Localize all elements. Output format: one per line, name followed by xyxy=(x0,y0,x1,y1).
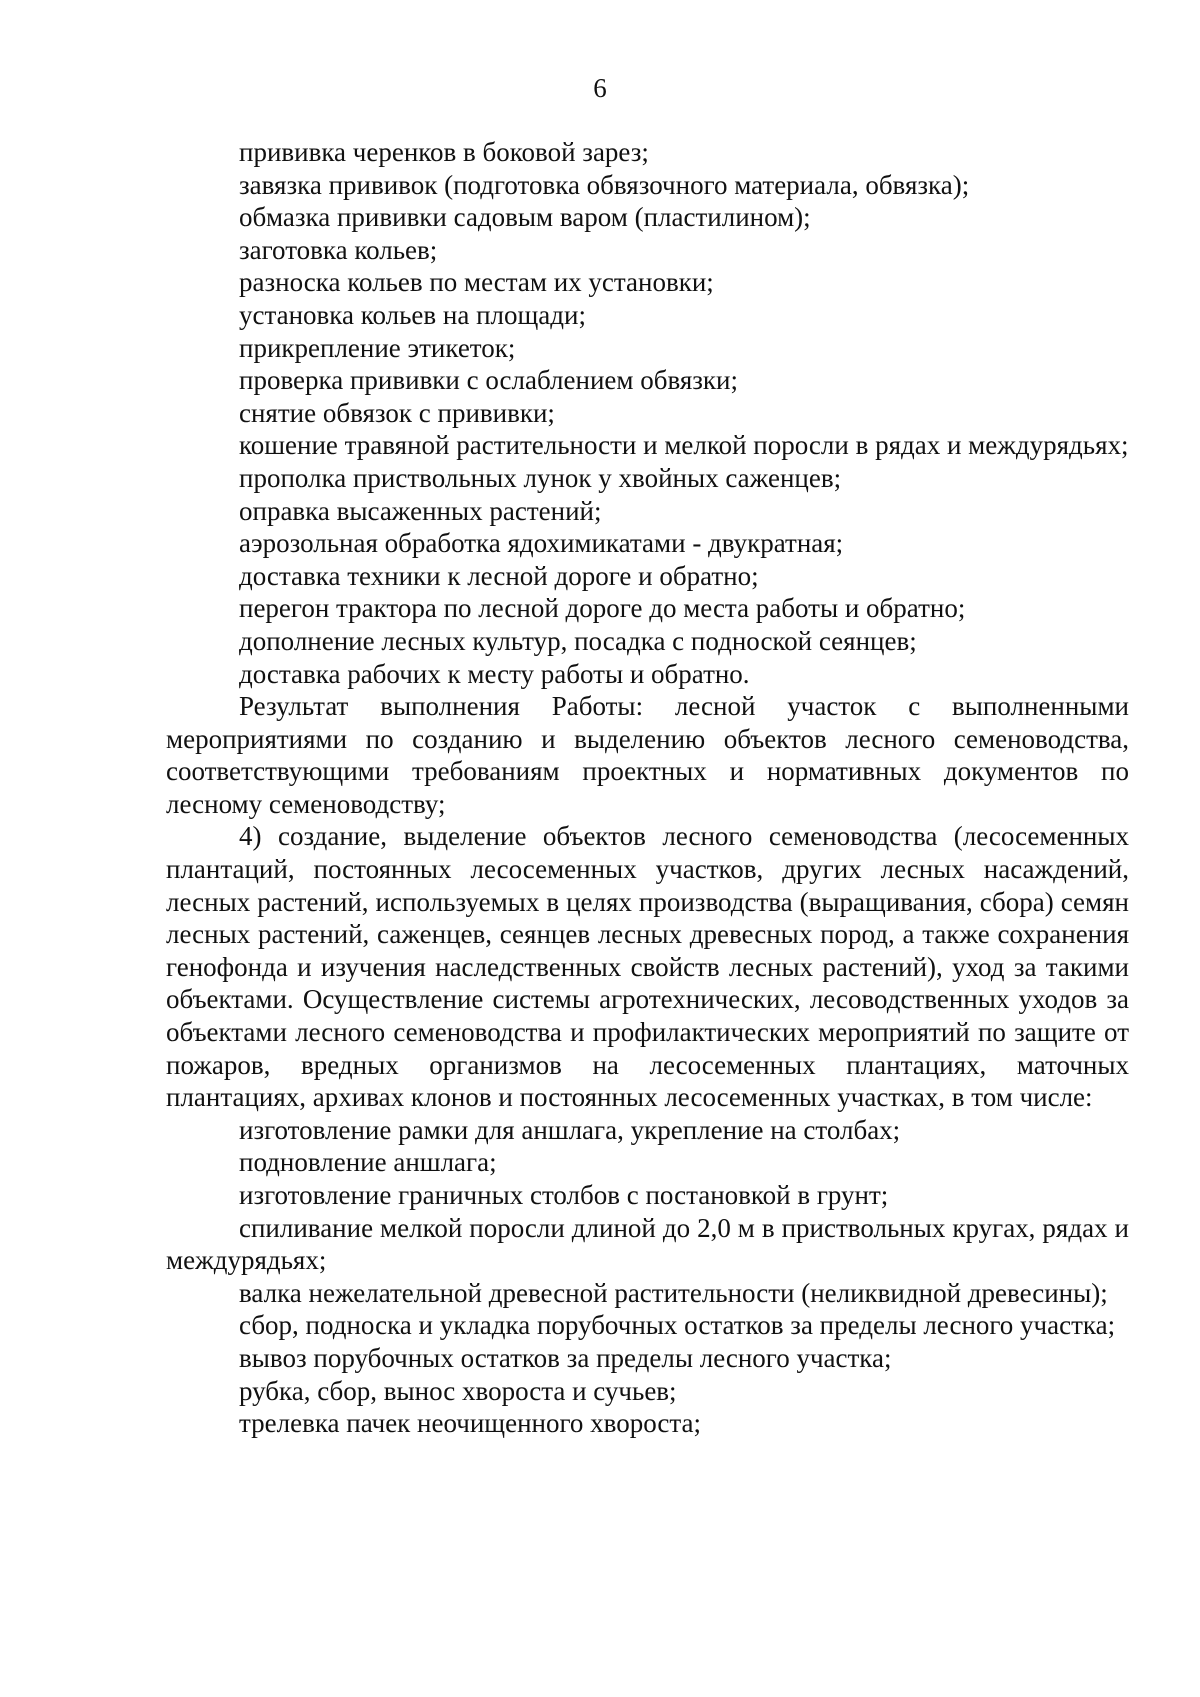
paragraph: оправка высаженных растений; xyxy=(239,495,602,526)
page-number: 6 xyxy=(593,73,607,103)
paragraph: заготовка кольев; xyxy=(239,234,438,265)
paragraph: снятие обвязок с прививки; xyxy=(239,397,555,428)
paragraph: изготовление граничных столбов с постановкой в грунт; xyxy=(239,1180,889,1210)
paragraph: завязка прививок (подготовка обвязочного материала, обвязка); xyxy=(239,169,970,200)
paragraph: рубка, сбор, вынос хвороста и сучьев; xyxy=(239,1375,677,1406)
paragraph: Результат выполнения Работы: лесной участок с выполненными мероприятиями по созданию и выделению объектов лесного семеноводства, соответствующими требованиям проектных и нормативных документов по лесному семеноводству; xyxy=(166,691,1129,819)
paragraph: перегон трактора по лесной дороге до места работы и обратно; xyxy=(239,593,966,624)
paragraph: дополнение лесных культур, посадка с подноской сеянцев; xyxy=(239,625,917,656)
paragraph: разноска кольев по местам их установки; xyxy=(239,267,714,298)
paragraph: установка кольев на площади; xyxy=(239,299,586,330)
paragraph: подновление аншлага; xyxy=(239,1147,497,1178)
paragraph: трелевка пачек неочищенного хвороста; xyxy=(239,1408,701,1439)
paragraph: валка нежелательной древесной растительности (неликвидной древесины); xyxy=(239,1277,1108,1308)
paragraph: прополка приствольных лунок у хвойных саженцев; xyxy=(239,462,842,493)
paragraph: 4) создание, выделение объектов лесного семеноводства (лесосеменных плантаций, постоянных лесосеменных участков, других лесных насаждений, лесных растений, используемых в целях производства (выращивания, сбора) семян лесных растений, саженцев, сеянцев лесных древесных пород, а также сохранения генофонда и изучения наследственных свойств лесных растений), уход за такими объектами. Осуществление системы агротехнических, лесоводственных уходов за объектами лесного семеноводства и профилактических мероприятий по защите от пожаров, вредных организмов на лесосеменных плантациях, маточных плантациях, архивах клонов и постоянных лесосеменных участках, в том числе: xyxy=(166,821,1129,1113)
paragraph: прививка черенков в боковой зарез; xyxy=(239,137,649,167)
paragraph: спиливание мелкой поросли длиной до 2,0 м в приствольных кругах, рядах и междурядьях; xyxy=(166,1212,1129,1276)
paragraph: доставка техники к лесной дороге и обратно; xyxy=(239,560,759,591)
body-text xyxy=(166,136,1129,1440)
paragraph: прикрепление этикеток; xyxy=(239,332,516,363)
paragraph: обмазка прививки садовым варом (пластилином); xyxy=(239,202,811,233)
paragraph: сбор, подноска и укладка порубочных остатков за пределы лесного участка; xyxy=(239,1310,1116,1341)
paragraph: аэрозольная обработка ядохимикатами - двукратная; xyxy=(239,528,844,559)
paragraph: изготовление рамки для аншлага, укрепление на столбах; xyxy=(239,1114,901,1145)
paragraph: кошение травяной растительности и мелкой поросли в рядах и междурядьях; xyxy=(239,430,1129,461)
paragraph: доставка рабочих к месту работы и обратно. xyxy=(239,658,750,689)
paragraph: проверка прививки с ослаблением обвязки; xyxy=(239,365,738,396)
paragraph: вывоз порубочных остатков за пределы лесного участка; xyxy=(239,1342,892,1373)
